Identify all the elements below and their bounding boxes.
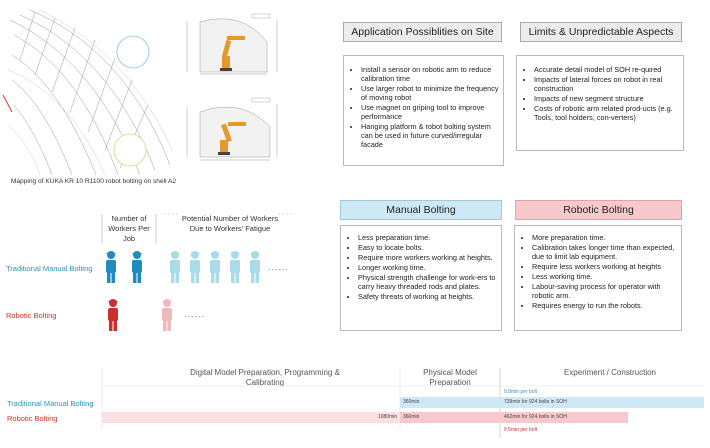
timeline-phase3-label: Experiment / Construction [563,368,657,377]
timeline-phase2-label: Physical Model Preparation [423,368,477,387]
application-item: • Use larger robot to minimize the frequency of moving robot [361,84,503,102]
robotic-item: • Calibration takes longer time than expected, due to limit lab equipment. [532,243,681,261]
manual-rate-label: 0.8min per bolt [504,389,538,395]
robot-digital-label: 1080min [378,414,398,420]
robotic-list-box [514,225,682,331]
application-item: • Hanging platform & robot bolting system can be used in future curved/irregular facade [361,122,503,149]
limits-item: • Accurate detail model of SOH re-quired [534,65,683,74]
workers-row2-label: Robotic Bolting [6,311,57,320]
limits-list-box [516,55,684,151]
workers-col2-label: Potential Number of Workers Due to Workers' Fatigue [181,214,279,233]
robotic-item: • Requires energy to run the robots. [532,301,681,310]
application-header: Application Possiblities on Site [343,22,502,42]
timeline-phase1-label: Digital Model Preparation, Programming & Calibrating [190,368,340,387]
manual-item: • Physical strength challenge for work-ers to carry heavy threaded rods and plates. [358,273,501,291]
robot-bolt-label: 462min for 924 bolts in SOH [504,414,567,420]
limits-item: • Impacts of lateral forces on robot in real construction [534,75,683,93]
application-list-box [343,55,504,166]
limits-header: Limits & Unpredictable Aspects [520,22,682,42]
manual-item: • Safety threats of working at heights. [358,292,501,301]
application-item: • Use magnet on griping tool to improve performance [361,103,503,121]
robotic-item: • Less working time. [532,272,681,281]
robot-prep-label: 360min [403,414,420,420]
manual-header: Manual Bolting [340,200,502,220]
robotic-item: • Require less workers working at heights [532,262,681,271]
robot-digital-bar [102,412,400,423]
manual-item: • Easy to locate bolts. [358,243,501,252]
workers-header-lines [100,210,295,250]
shell-mapping-drawing [0,0,180,180]
robotic-header: Robotic Bolting [515,200,682,220]
manual-prep-label: 360min [403,399,420,405]
workers-col1-label: Number of Workers Per Job [108,214,150,243]
mapping-caption: Mapping of KUKA KR 10 R1100 robot bolting on shell A2 [10,178,177,185]
workers-dots-row1: ...... [268,262,290,272]
manual-list-box [340,225,502,331]
timeline-row2-label: Robotic Bolting [7,414,58,423]
limits-item: • Costs of robotic arm related prod-ucts (e.g. Tools, tool holders, con-verters) [534,104,683,122]
manual-item: • Longer working time. [358,263,501,272]
robotic-item: • Labour-saving process for operator with robotic arm. [532,282,681,300]
robotic-item: • More preparation time. [532,233,681,242]
manual-item: • Require more workers working at heights. [358,253,501,262]
robot-rate-label: 0.5min per bolt [504,427,538,433]
workers-dots-row2: ...... [184,309,206,319]
manual-bolt-label: 739min for 924 bolts in SOH [504,399,567,405]
application-item: • Install a sensor on robotic arm to reduce calibration time [361,65,503,83]
robot-elevation-drawings [182,12,302,172]
limits-item: • Impacts of new segment structure [534,94,683,103]
manual-item: • Less preparation time. [358,233,501,242]
timeline-row1-label: Traditional Manual Bolting [7,399,94,408]
workers-row1-label: Traditional Manual Bolting [6,264,93,273]
